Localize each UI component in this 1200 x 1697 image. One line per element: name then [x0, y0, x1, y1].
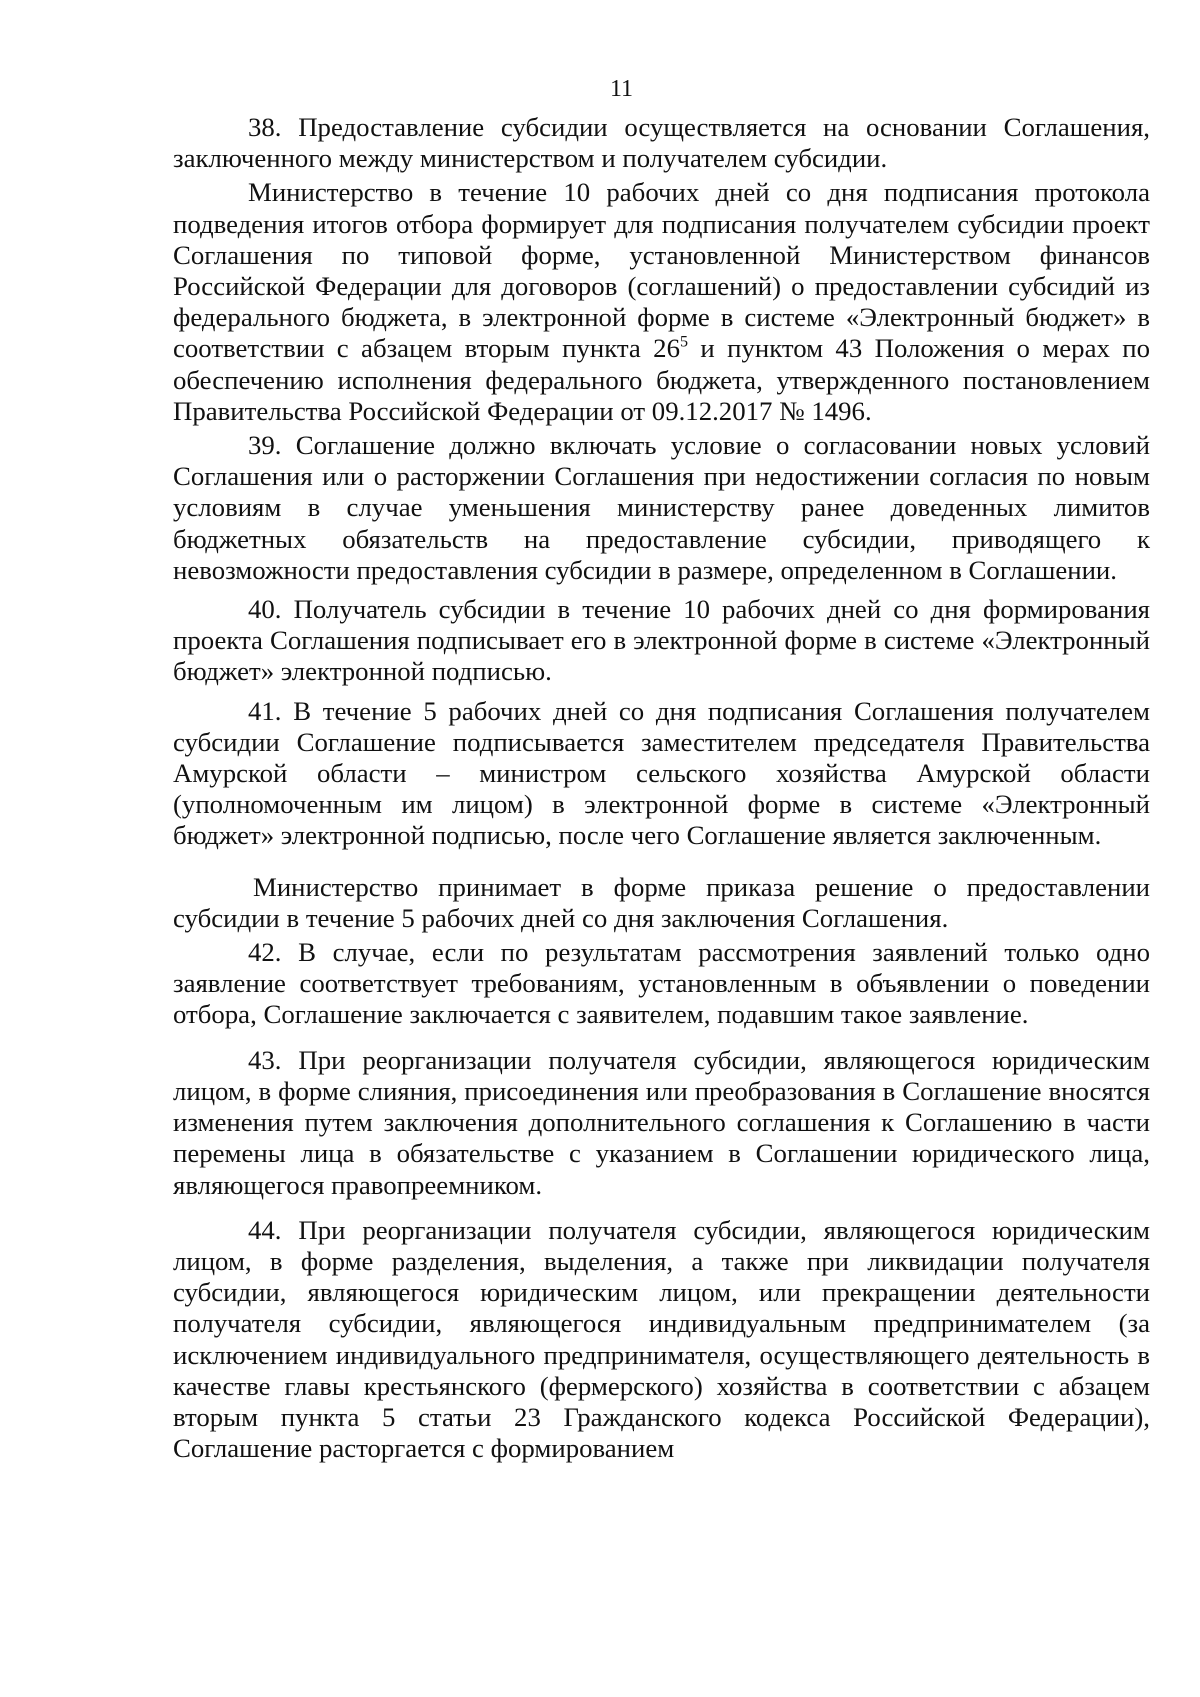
document-body: [173, 112, 1150, 1464]
paragraph-38: 38. Предоставление субсидии осуществляется на основании Соглашения, заключенного между министерством и получателем субсидии.: [173, 112, 1150, 174]
paragraph-38-ministry-agreement: [173, 177, 1150, 427]
paragraph-42: 42. В случае, если по результатам рассмотрения заявлений только одно заявление соответствует требованиям, установленным в объявлении о поведении отбора, Соглашение заключается с заявителем, подавшим такое заявление.: [173, 937, 1150, 1030]
page-number: 11: [609, 76, 634, 102]
paragraph-41: 41. В течение 5 рабочих дней со дня подписания Соглашения получателем субсидии Соглашение подписывается заместителем председателя Правительства Амурской области – министром сельского хозяйства Амурской области (уполномоченным им лицом) в электронной форме в системе «Электронный бюджет» электронной подписью, после чего Соглашение является заключенным.: [173, 695, 1150, 851]
paragraph-39: 39. Соглашение должно включать условие о согласовании новых условий Соглашения или о расторжении Соглашения при недостижении согласия по новым условиям в случае уменьшения министерству ранее доведенных лимитов бюджетных обязательств на предоставление субсидии, приводящего к невозможности предоставления субсидии в размере, определенном в Соглашении.: [173, 430, 1150, 585]
paragraph-41-ministry-order: Министерство принимает в форме приказа решение о предоставлении субсидии в течение 5 рабочих дней со дня заключения Соглашения.: [173, 871, 1150, 933]
paragraph-text: и пунктом 43 Положения о мерах по обеспечению исполнения федерального бюджета, утвержденного постановлением Правительства Российской Федерации от 09.12.2017 № 1496.: [173, 333, 1150, 426]
paragraph-text: Министерство в течение 10 рабочих дней со дня подписания протокола подведения итогов отбора формирует для подписания получателем субсидии проект Соглашения по типовой форме, установленной Министерством финансов Российской Федерации для договоров (соглашений) о предоставлении субсидий из федерального бюджета, в электронной форме в системе «Электронный бюджет» в соответствии с абзацем вторым пункта 26: [173, 177, 1150, 364]
paragraph-44: 44. При реорганизации получателя субсидии, являющегося юридическим лицом, в форме разделения, выделения, а также при ликвидации получателя субсидии, являющегося юридическим лицом, или прекращении деятельности получателя субсидии, являющегося индивидуальным предпринимателем (за исключением индивидуального предпринимателя, осуществляющего деятельность в качестве главы крестьянского (фермерского) хозяйства в соответствии с абзацем вторым пункта 5 статьи 23 Гражданского кодекса Российской Федерации), Соглашение расторгается с формированием: [173, 1214, 1150, 1464]
paragraph-43: 43. При реорганизации получателя субсидии, являющегося юридическим лицом, в форме слияния, присоединения или преобразования в Соглашение вносятся изменения путем заключения дополнительного соглашения к Соглашению в части перемены лица в обязательстве с указанием в Соглашении юридического лица, являющегося правопреемником.: [173, 1044, 1150, 1200]
superscript-index: 5: [679, 333, 689, 351]
paragraph-40: 40. Получатель субсидии в течение 10 рабочих дней со дня формирования проекта Соглашения подписывает его в электронной форме в системе «Электронный бюджет» электронной подписью.: [173, 594, 1150, 687]
